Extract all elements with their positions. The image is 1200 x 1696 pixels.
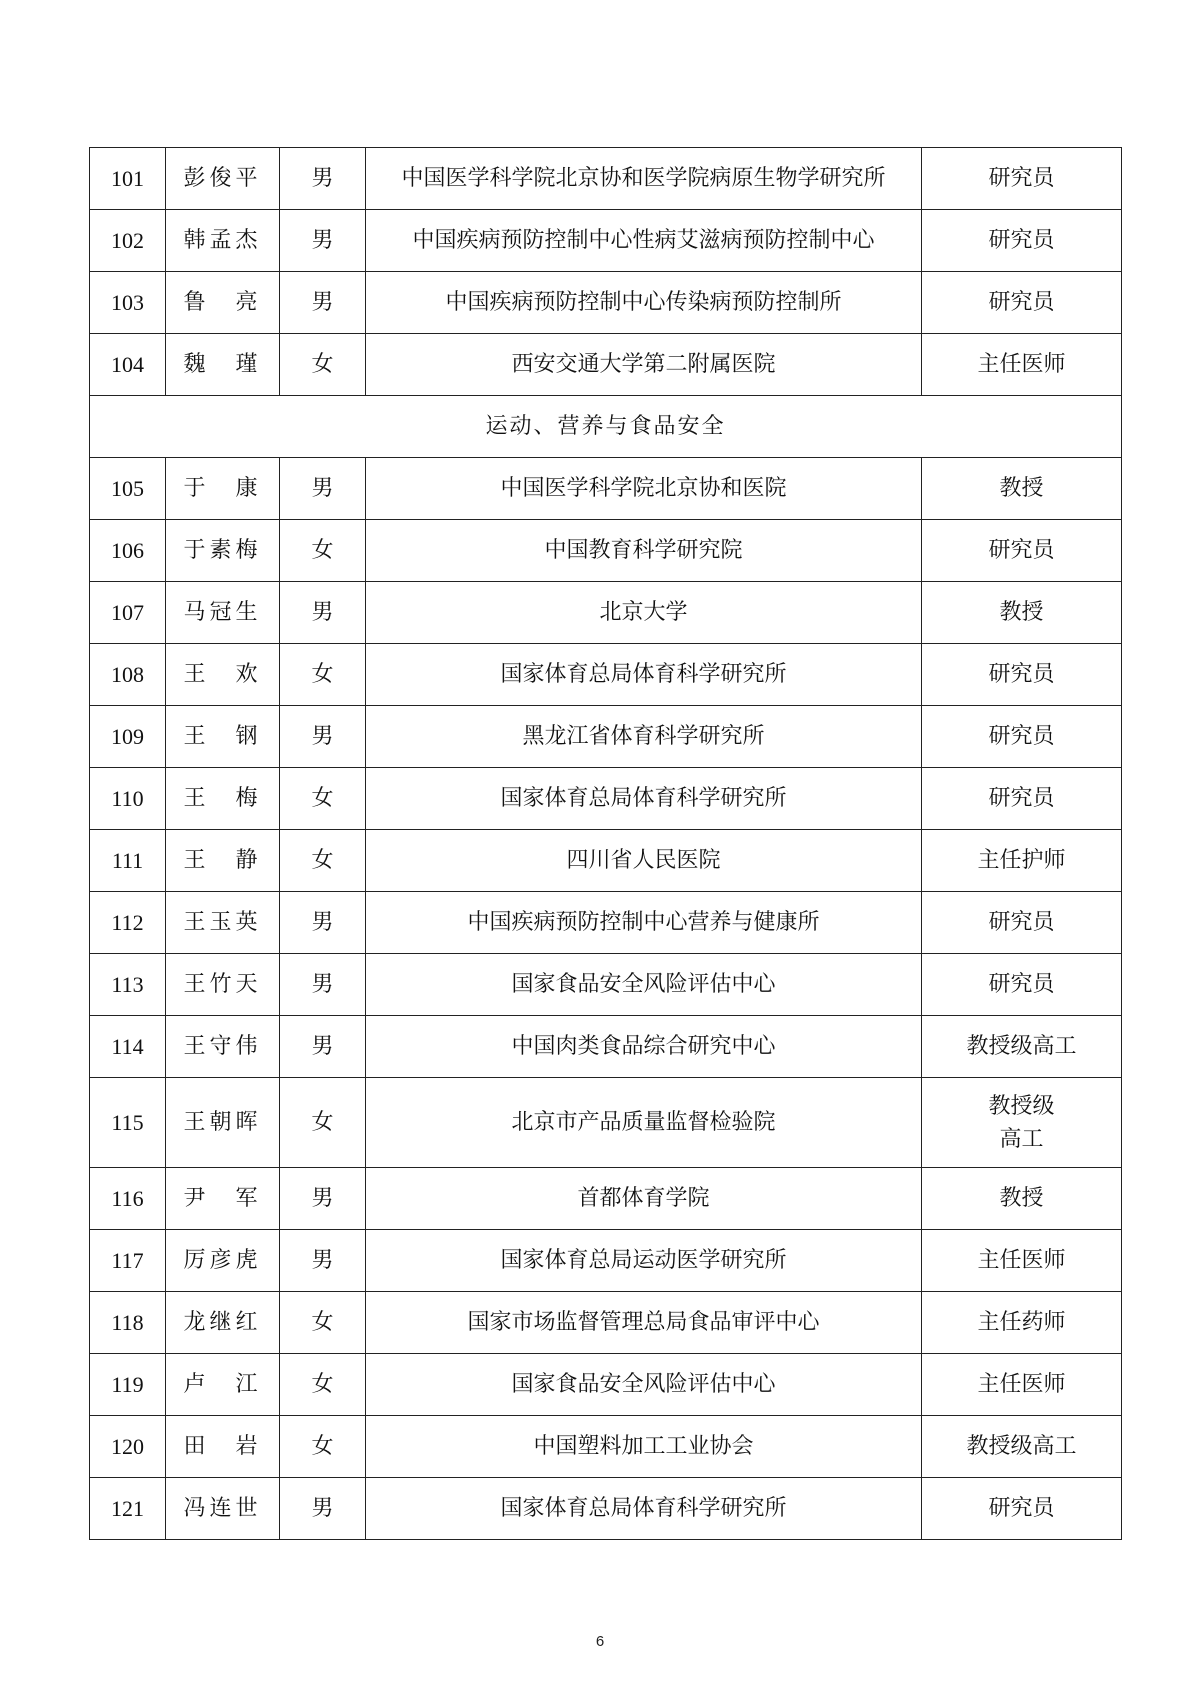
table-row: [90, 830, 1122, 892]
expert-name: 鲁 亮: [166, 272, 280, 334]
organization: 中国医学科学院北京协和医院: [366, 458, 922, 520]
expert-name: 于 康: [166, 458, 280, 520]
gender: 男: [280, 458, 366, 520]
gender: 女: [280, 830, 366, 892]
gender: 男: [280, 1168, 366, 1230]
organization: 国家体育总局体育科学研究所: [366, 768, 922, 830]
table-row: [90, 1168, 1122, 1230]
organization: 中国疾病预防控制中心性病艾滋病预防控制中心: [366, 210, 922, 272]
table-row: [90, 892, 1122, 954]
professional-title: 教授级高工: [922, 1416, 1122, 1478]
gender: 男: [280, 582, 366, 644]
organization: 中国疾病预防控制中心传染病预防控制所: [366, 272, 922, 334]
row-number: 106: [90, 520, 166, 582]
row-number: 111: [90, 830, 166, 892]
row-number: 116: [90, 1168, 166, 1230]
table-row: [90, 1292, 1122, 1354]
table-row: [90, 1416, 1122, 1478]
row-number: 107: [90, 582, 166, 644]
expert-name: 王守伟: [166, 1016, 280, 1078]
gender: 女: [280, 1292, 366, 1354]
gender: 女: [280, 1078, 366, 1168]
gender: 男: [280, 148, 366, 210]
row-number: 113: [90, 954, 166, 1016]
expert-name: 龙继红: [166, 1292, 280, 1354]
expert-name: 王朝晖: [166, 1078, 280, 1168]
gender: 女: [280, 644, 366, 706]
gender: 男: [280, 954, 366, 1016]
row-number: 118: [90, 1292, 166, 1354]
organization: 中国肉类食品综合研究中心: [366, 1016, 922, 1078]
row-number: 121: [90, 1478, 166, 1540]
professional-title: 教授: [922, 458, 1122, 520]
row-number: 112: [90, 892, 166, 954]
organization: 国家食品安全风险评估中心: [366, 1354, 922, 1416]
table-row: [90, 768, 1122, 830]
table-row: [90, 1016, 1122, 1078]
professional-title: 主任护师: [922, 830, 1122, 892]
professional-title: 研究员: [922, 892, 1122, 954]
professional-title: 主任药师: [922, 1292, 1122, 1354]
organization: 国家食品安全风险评估中心: [366, 954, 922, 1016]
professional-title: 教授: [922, 582, 1122, 644]
row-number: 114: [90, 1016, 166, 1078]
organization: 中国塑料加工工业协会: [366, 1416, 922, 1478]
row-number: 105: [90, 458, 166, 520]
expert-name: 于素梅: [166, 520, 280, 582]
table-row: [90, 582, 1122, 644]
expert-name: 冯连世: [166, 1478, 280, 1540]
professional-title: 研究员: [922, 644, 1122, 706]
organization: 国家体育总局运动医学研究所: [366, 1230, 922, 1292]
table-row: [90, 272, 1122, 334]
expert-name: 厉彦虎: [166, 1230, 280, 1292]
row-number: 102: [90, 210, 166, 272]
table-row: [90, 148, 1122, 210]
section-heading-row: [90, 396, 1122, 458]
professional-title: [922, 1078, 1122, 1168]
organization: 四川省人民医院: [366, 830, 922, 892]
table-row: [90, 210, 1122, 272]
organization: 黑龙江省体育科学研究所: [366, 706, 922, 768]
row-number: 108: [90, 644, 166, 706]
organization: 中国教育科学研究院: [366, 520, 922, 582]
gender: 男: [280, 1016, 366, 1078]
professional-title: 主任医师: [922, 1354, 1122, 1416]
row-number: 120: [90, 1416, 166, 1478]
table-row: [90, 520, 1122, 582]
gender: 女: [280, 1416, 366, 1478]
organization: 首都体育学院: [366, 1168, 922, 1230]
expert-name: 王竹天: [166, 954, 280, 1016]
table-row: [90, 1078, 1122, 1168]
expert-name: 田 岩: [166, 1416, 280, 1478]
professional-title-line: 高工: [999, 1126, 1044, 1152]
professional-title: 主任医师: [922, 1230, 1122, 1292]
expert-name: 王 静: [166, 830, 280, 892]
gender: 女: [280, 1354, 366, 1416]
table-row: [90, 954, 1122, 1016]
expert-name: 尹 军: [166, 1168, 280, 1230]
professional-title: 研究员: [922, 520, 1122, 582]
gender: 男: [280, 1478, 366, 1540]
row-number: 115: [90, 1078, 166, 1168]
gender: 女: [280, 520, 366, 582]
organization: 中国医学科学院北京协和医学院病原生物学研究所: [366, 148, 922, 210]
table-row: [90, 1354, 1122, 1416]
gender: 男: [280, 1230, 366, 1292]
gender: 女: [280, 334, 366, 396]
row-number: 119: [90, 1354, 166, 1416]
professional-title: 教授级高工: [922, 1016, 1122, 1078]
gender: 男: [280, 272, 366, 334]
professional-title: 研究员: [922, 1478, 1122, 1540]
row-number: 109: [90, 706, 166, 768]
gender: 男: [280, 892, 366, 954]
row-number: 104: [90, 334, 166, 396]
professional-title: 研究员: [922, 768, 1122, 830]
expert-name: 王 钢: [166, 706, 280, 768]
table-row: [90, 1478, 1122, 1540]
organization: 北京大学: [366, 582, 922, 644]
professional-title: 研究员: [922, 706, 1122, 768]
gender: 男: [280, 210, 366, 272]
organization: 国家体育总局体育科学研究所: [366, 1478, 922, 1540]
organization: 国家市场监督管理总局食品审评中心: [366, 1292, 922, 1354]
organization: 中国疾病预防控制中心营养与健康所: [366, 892, 922, 954]
organization: 北京市产品质量监督检验院: [366, 1078, 922, 1168]
table-row: [90, 334, 1122, 396]
table-row: [90, 1230, 1122, 1292]
section-heading: 运动、营养与食品安全: [90, 396, 1122, 458]
expert-roster-table: [89, 147, 1122, 1540]
table-row: [90, 458, 1122, 520]
expert-name: 彭俊平: [166, 148, 280, 210]
page-number: 6: [595, 1633, 605, 1650]
professional-title: 研究员: [922, 954, 1122, 1016]
table-row: [90, 644, 1122, 706]
professional-title: 研究员: [922, 272, 1122, 334]
expert-name: 魏 瑾: [166, 334, 280, 396]
professional-title: 主任医师: [922, 334, 1122, 396]
expert-name: 马冠生: [166, 582, 280, 644]
row-number: 117: [90, 1230, 166, 1292]
professional-title: 研究员: [922, 148, 1122, 210]
expert-name: 王玉英: [166, 892, 280, 954]
professional-title-line: 教授级: [988, 1093, 1055, 1119]
expert-name: 王 欢: [166, 644, 280, 706]
row-number: 110: [90, 768, 166, 830]
row-number: 103: [90, 272, 166, 334]
professional-title: 教授: [922, 1168, 1122, 1230]
expert-name: 王 梅: [166, 768, 280, 830]
expert-name: 韩孟杰: [166, 210, 280, 272]
gender: 男: [280, 706, 366, 768]
organization: 国家体育总局体育科学研究所: [366, 644, 922, 706]
expert-name: 卢 江: [166, 1354, 280, 1416]
table-row: [90, 706, 1122, 768]
organization: 西安交通大学第二附属医院: [366, 334, 922, 396]
row-number: 101: [90, 148, 166, 210]
gender: 女: [280, 768, 366, 830]
professional-title: 研究员: [922, 210, 1122, 272]
